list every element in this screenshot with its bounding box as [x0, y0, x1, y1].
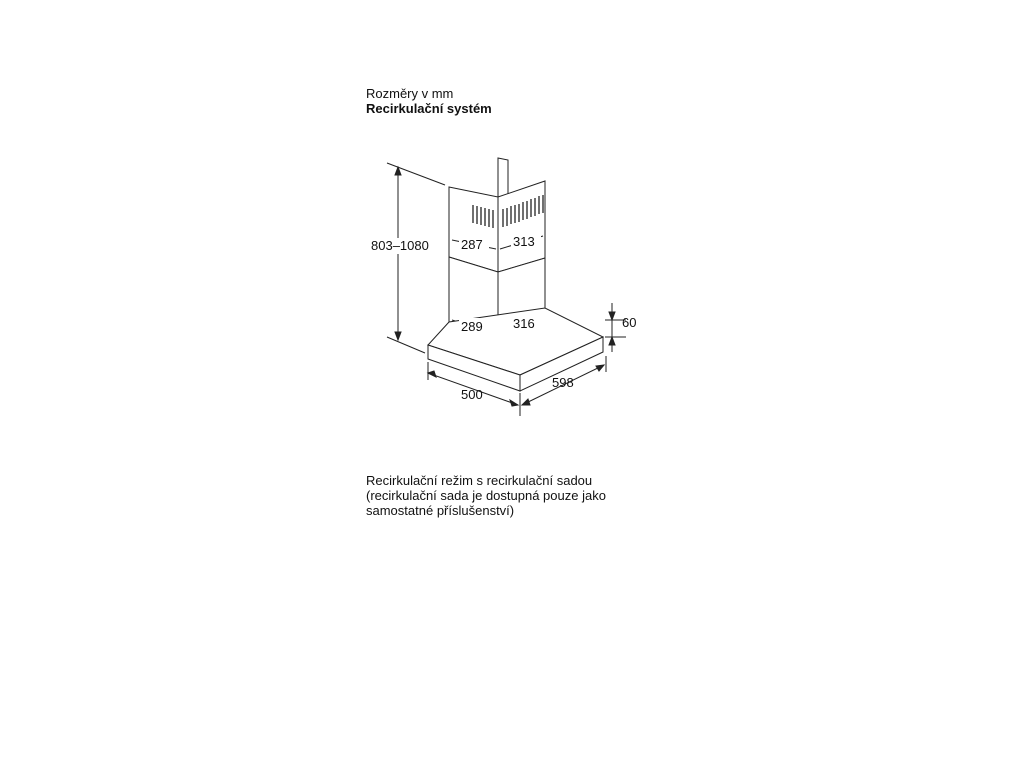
recirculation-note — [366, 473, 666, 518]
upper-left-width-label: 287 — [461, 237, 483, 252]
height-dimension — [387, 163, 445, 353]
note-line: (recirkulační sada je dostupná pouze jako — [366, 488, 606, 503]
note-line: samostatné příslušenství) — [366, 503, 515, 518]
depth-label: 500 — [461, 387, 483, 402]
note-line: Recirkulační režim s recirkulační sadou — [366, 473, 593, 488]
upper-chimney — [449, 158, 545, 272]
diagram-title: Recirkulační systém — [366, 101, 492, 116]
canopy-height-label: 60 — [622, 315, 637, 330]
lower-right-width-label: 316 — [513, 316, 535, 331]
height-range-label: 803–1080 — [371, 238, 429, 253]
upper-right-width-label: 313 — [513, 234, 535, 249]
units-label: Rozměry v mm — [366, 86, 454, 101]
width-label: 598 — [552, 375, 574, 390]
lower-left-width-label: 289 — [461, 319, 483, 334]
